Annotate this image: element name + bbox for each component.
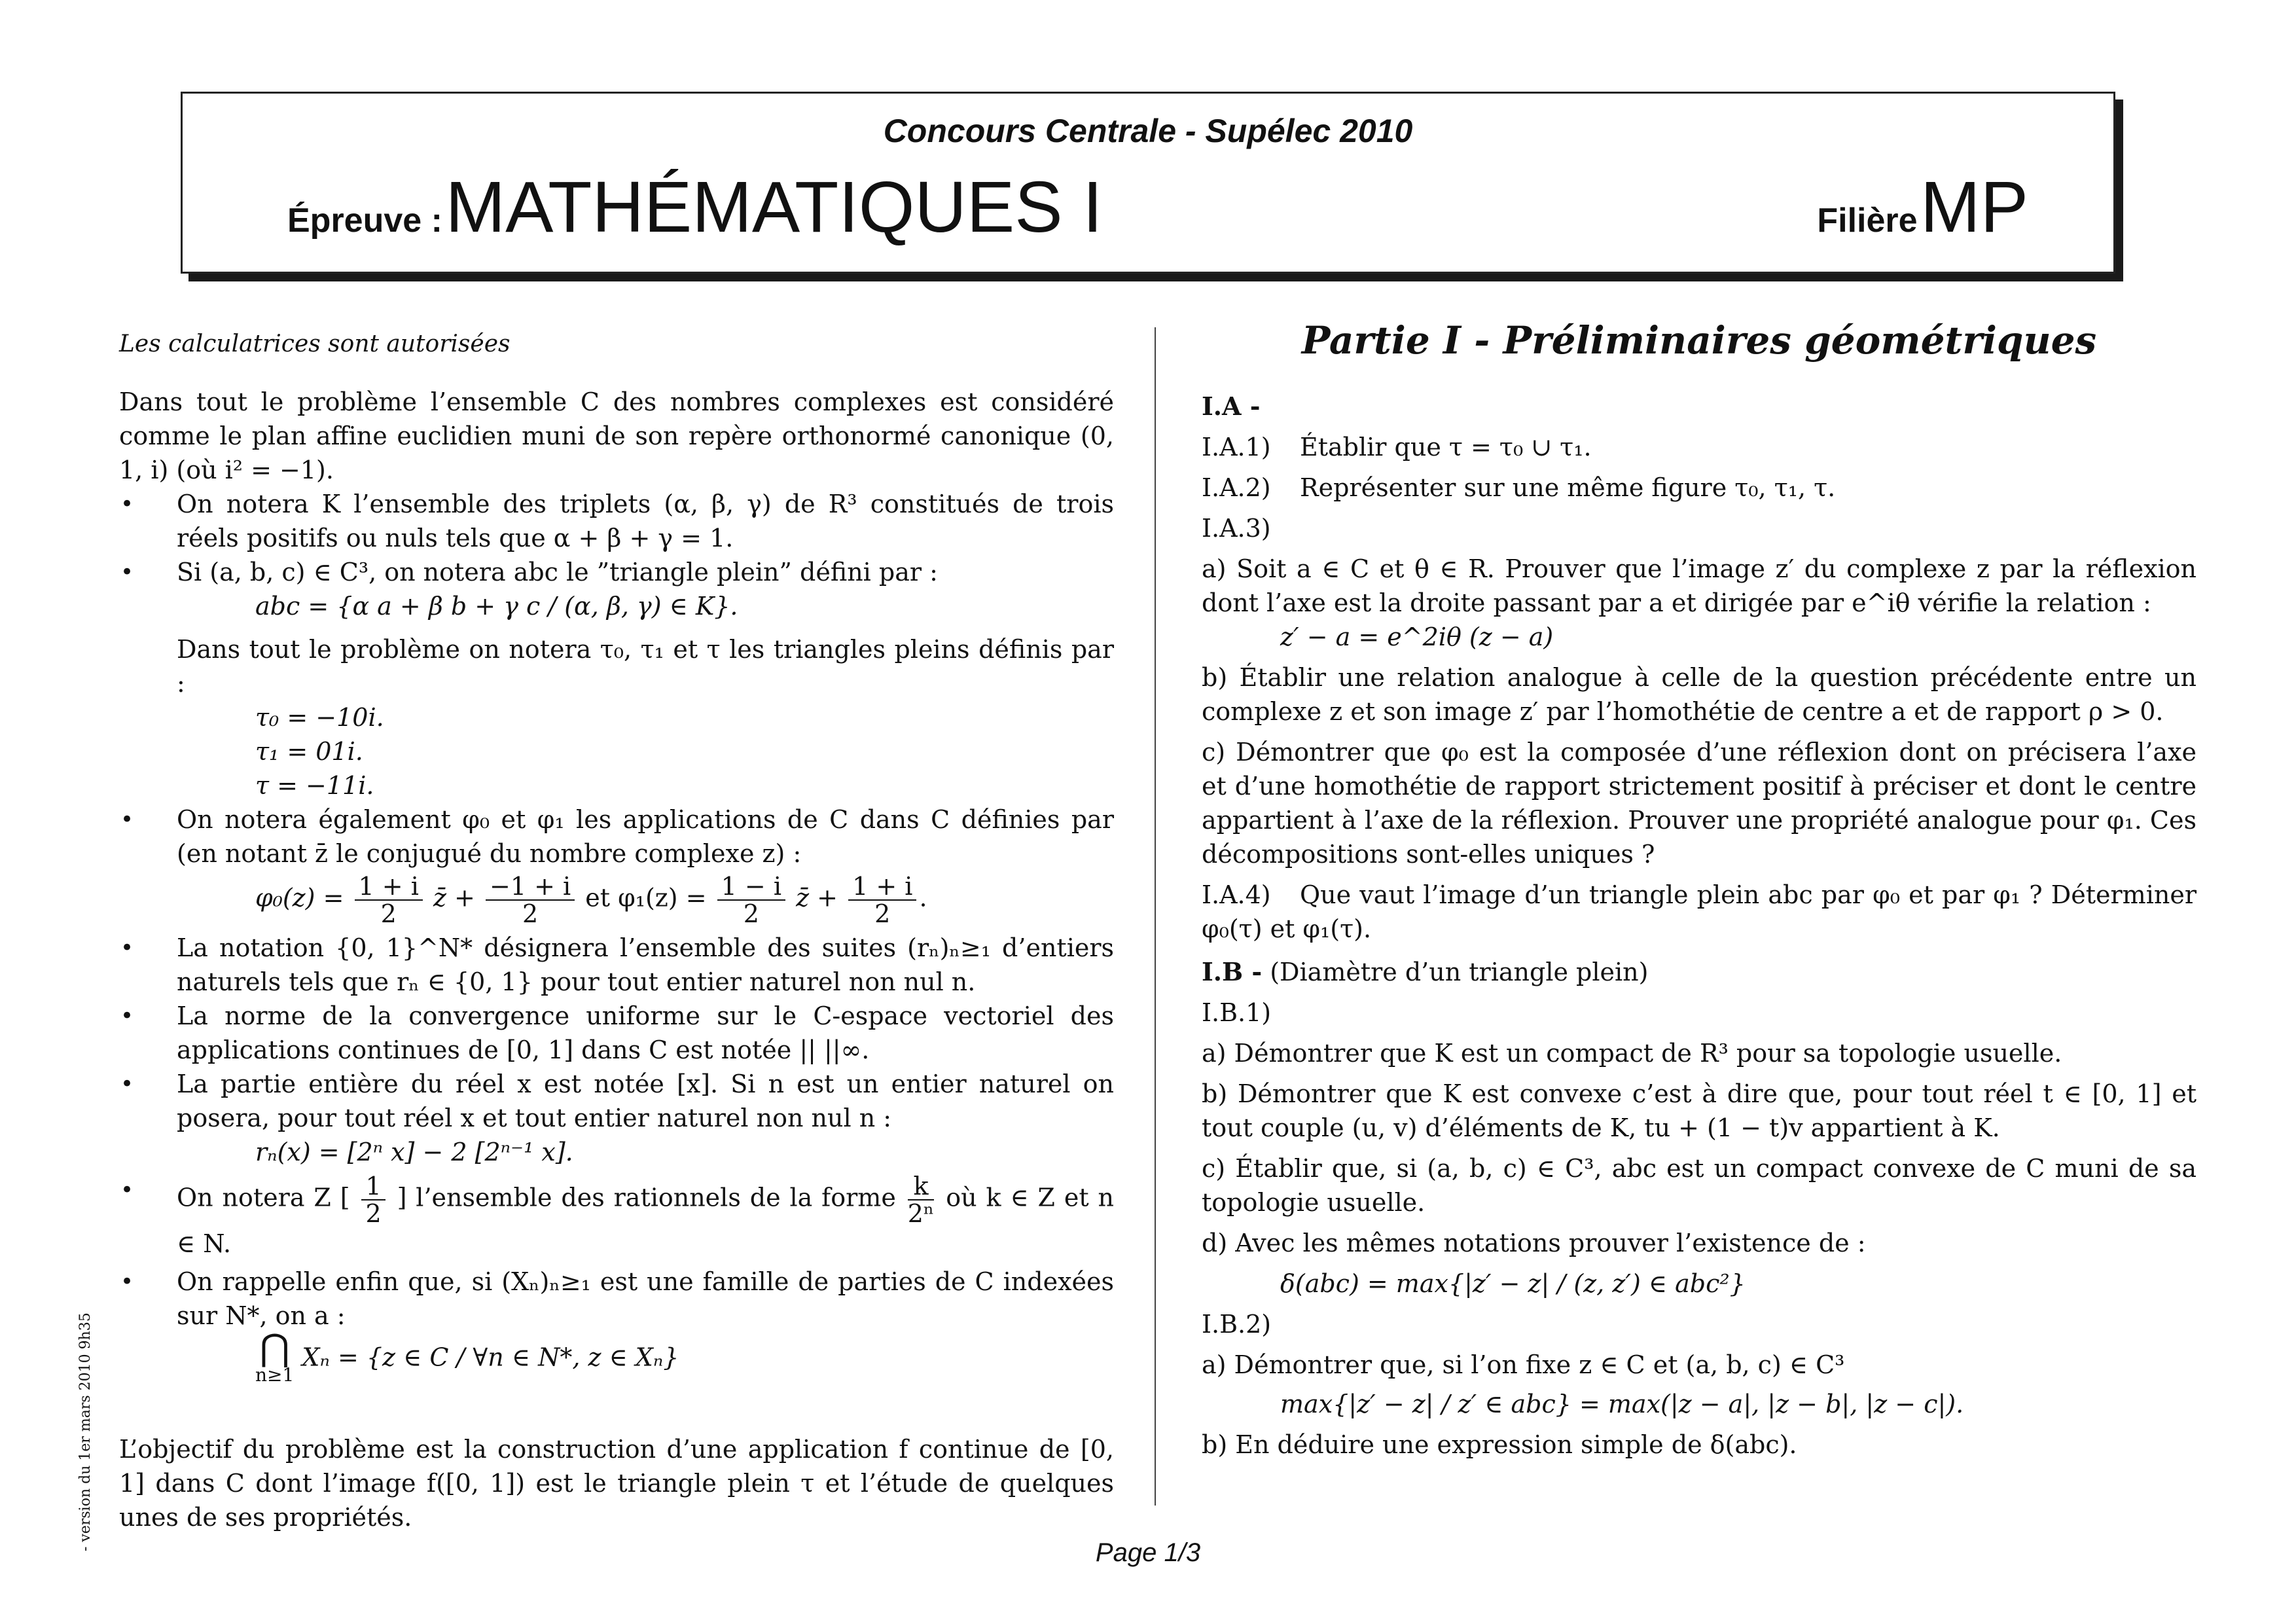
notation-list: [119, 487, 1114, 1386]
question-IB2b: b) En déduire une expression simple de δ(abc).: [1202, 1430, 1797, 1459]
fraction-k: [908, 1173, 935, 1227]
phi1-lhs: et φ₁(z) =: [585, 883, 707, 912]
section-IB-title: [1202, 955, 2197, 989]
subject-title: MATHÉMATIQUES I: [445, 167, 1103, 247]
fraction-half-num: 1: [361, 1173, 385, 1200]
fraction-4: [848, 873, 916, 927]
bullet-intersection-text: On rappelle enfin que, si (Xₙ)ₙ≥₁ est une famille de parties de C indexées sur N*, on a :: [177, 1267, 1114, 1330]
filiere-value: MP: [1920, 167, 2028, 247]
bullet-phi-text: On notera également φ₀ et φ₁ les applications de C dans C définies par (en notant z̄ le conjugué du nombre complexe z) :: [177, 805, 1114, 868]
bullet-norm-text: La norme de la convergence uniforme sur le C-espace vectoriel des applications continues de [0, 1] dans C est notée || ||∞.: [177, 1001, 1114, 1064]
fraction-k-num: k: [908, 1173, 935, 1200]
left-column: [119, 327, 1114, 1534]
phi-period: .: [919, 883, 927, 912]
rn-formula: rₙ(x) = [2ⁿ x] − 2 [2ⁿ⁻¹ x].: [255, 1138, 573, 1166]
question-IA4: [1202, 878, 2197, 946]
question-IA2-id: I.A.2): [1202, 473, 1271, 502]
bullet-triangle-text: Si (a, b, c) ∈ C³, on notera abc le ”triangle plein” défini par :: [177, 558, 938, 586]
question-IB1b: b) Démontrer que K est convexe c’est à dire que, pour tout réel t ∈ [0, 1] et tout couple (u, v) d’éléments de K, tu + (1 − t)v appartient à K.: [1202, 1079, 2197, 1142]
dyadic-text-c: où k ∈ Z et n ∈ N.: [177, 1183, 1114, 1258]
diameter-formula: δ(abc) = max{|z′ − z| / (z, z′) ∈ abc²}: [1280, 1269, 1746, 1298]
cap-glyph: ⋂: [259, 1327, 290, 1369]
bullet-intersection: [119, 1265, 1114, 1386]
section-IA-title: I.A -: [1202, 391, 1261, 421]
triangle-definition: abc = {α a + β b + γ c / (α, β, γ) ∈ K}.: [255, 592, 738, 621]
filiere: [1817, 166, 2028, 249]
question-IB1d: [1202, 1226, 2197, 1301]
calculator-note: Les calculatrices sont autorisées: [119, 331, 511, 357]
question-IB2-id: I.B.2): [1202, 1310, 1272, 1339]
filiere-label: Filière: [1817, 202, 1918, 240]
tau0-definition: τ₀ = −10i.: [255, 703, 384, 732]
fraction-1-den: 2: [380, 899, 397, 928]
intersection-definition: Xₙ = {z ∈ C / ∀n ∈ N*, z ∈ Xₙ}: [302, 1343, 679, 1372]
question-IA2: [1202, 471, 2197, 505]
section-IB-subtitle: (Diamètre d’un triangle plein): [1270, 958, 1649, 986]
fraction-2: [486, 873, 575, 927]
fraction-2-num: −1 + i: [486, 873, 575, 901]
section-IB-label: I.B -: [1202, 957, 1263, 986]
question-IA1: [1202, 430, 2197, 464]
intro-paragraph: Dans tout le problème l’ensemble C des nombres complexes est considéré comme le plan affine euclidien muni de son repère orthonormé canonique (0, 1, i) (où i² = −1).: [119, 388, 1114, 484]
fraction-4-den: 2: [874, 899, 891, 928]
header-box: [181, 92, 2115, 274]
dyadic-text-b: ] l’ensemble des rationnels de la forme: [397, 1183, 896, 1212]
intersection-formula: [177, 1327, 1114, 1386]
phi-formula: [177, 873, 1114, 927]
fraction-2-den: 2: [522, 899, 539, 928]
bullet-sequences-text: La notation {0, 1}^N* désignera l’ensemble des suites (rₙ)ₙ≥₁ d’entiers naturels tels que rₙ ∈ {0, 1} pour tout entier naturel non nul n.: [177, 933, 1114, 996]
bullet-integer-part-text: La partie entière du réel x est notée [x]. Si n est un entier naturel on posera, pour tout réel x et tout entier naturel non nul n :: [177, 1070, 1114, 1132]
fraction-half-den: 2: [365, 1199, 382, 1228]
question-IA3b: b) Établir une relation analogue à celle de la question précédente entre un complexe z et son image z′ par l’homothétie de centre a et de rapport ρ > 0.: [1202, 663, 2197, 726]
question-IB1-id: I.B.1): [1202, 998, 1272, 1027]
zbar-2: z̄ +: [796, 883, 838, 912]
bullet-K-text: On notera K l’ensemble des triplets (α, β, γ) de R³ constitués de trois réels positifs ou nuls tels que α + β + γ = 1.: [177, 490, 1114, 552]
bullet-norm: [119, 999, 1114, 1067]
version-stamp: - version du 1er mars 2010 9h35: [77, 1312, 94, 1551]
tau1-definition: τ₁ = 01i.: [255, 737, 363, 766]
right-column: [1202, 317, 2197, 1468]
cap-subscript: n≥1: [255, 1364, 295, 1386]
intersection-symbol: [255, 1327, 295, 1386]
max-distance-formula: max{|z′ − z| / z′ ∈ abc} = max(|z − a|, |z − b|, |z − c|).: [1280, 1390, 1964, 1418]
fraction-3-den: 2: [743, 899, 759, 928]
tau-definition: τ = −11i.: [255, 771, 374, 800]
phi0-lhs: φ₀(z) =: [255, 883, 344, 912]
page-number: Page 1/3: [1095, 1538, 1201, 1567]
fraction-3-num: 1 − i: [717, 873, 785, 901]
fraction-3: [717, 873, 785, 927]
objective-paragraph: L’objectif du problème est la construction d’une application f continue de [0, 1] dans C dont l’image f([0, 1]) est le triangle plein τ et l’étude de quelques unes de ses propriétés.: [119, 1435, 1114, 1532]
question-IB1a: a) Démontrer que K est un compact de R³ pour sa topologie usuelle.: [1202, 1039, 2062, 1068]
reflection-formula: z′ − a = e^2iθ (z − a): [1280, 623, 1554, 651]
fraction-half: [361, 1173, 385, 1227]
question-IA4-text: Que vaut l’image d’un triangle plein abc par φ₀ et par φ₁ ? Déterminer φ₀(τ) et φ₁(τ).: [1202, 880, 2197, 943]
fraction-1-num: 1 + i: [355, 873, 423, 901]
question-IA2-text: Représenter sur une même figure τ₀, τ₁, τ.: [1300, 473, 1836, 502]
epreuve: [287, 166, 1103, 249]
dyadic-text-a: On notera Z [: [177, 1183, 350, 1212]
contest-title: Concours Centrale - Supélec 2010: [883, 113, 1413, 149]
question-IA4-id: I.A.4): [1202, 880, 1271, 909]
fraction-4-num: 1 + i: [848, 873, 916, 901]
zbar-1: z̄ +: [433, 883, 475, 912]
bullet-phi: [119, 803, 1114, 927]
bullet-sequences: [119, 931, 1114, 999]
column-divider: [1155, 327, 1156, 1506]
bullet-integer-part: [119, 1067, 1114, 1169]
question-IA1-text: Établir que τ = τ₀ ∪ τ₁.: [1300, 433, 1592, 461]
epreuve-label: Épreuve :: [287, 202, 442, 240]
bullet-K: [119, 487, 1114, 555]
question-IB2a: [1202, 1348, 2197, 1421]
question-IA1-id: I.A.1): [1202, 433, 1271, 461]
triangles-intro: Dans tout le problème on notera τ₀, τ₁ et τ les triangles pleins définis par :: [177, 635, 1114, 698]
bullet-triangle: [119, 555, 1114, 803]
question-IA3a: [1202, 552, 2197, 654]
fraction-1: [355, 873, 423, 927]
part-title: Partie I - Préliminaires géométriques: [1301, 318, 2097, 363]
question-IB2a-text: a) Démontrer que, si l’on fixe z ∈ C et (a, b, c) ∈ C³: [1202, 1350, 1845, 1379]
question-IA3c: c) Démontrer que φ₀ est la composée d’une réflexion dont on précisera l’axe et d’une homothétie de rapport strictement positif à préciser et dont le centre appartient à l’axe de la réflexion. Prouver une propriété analogue pour φ₁. Ces décompositions sont-elles uniques ?: [1202, 738, 2197, 869]
bullet-dyadic: [119, 1173, 1114, 1261]
fraction-k-den: 2ⁿ: [907, 1199, 935, 1228]
question-IA3-id: I.A.3): [1202, 514, 1271, 543]
question-IB1c: c) Établir que, si (a, b, c) ∈ C³, abc est un compact convexe de C muni de sa topologie usuelle.: [1202, 1154, 2197, 1217]
question-IA3a-text: a) Soit a ∈ C et θ ∈ R. Prouver que l’image z′ du complexe z par la réflexion dont l’axe est la droite passant par a et dirigée par e^iθ vérifie la relation :: [1202, 554, 2197, 617]
question-IB1d-text: d) Avec les mêmes notations prouver l’existence de :: [1202, 1229, 1866, 1257]
